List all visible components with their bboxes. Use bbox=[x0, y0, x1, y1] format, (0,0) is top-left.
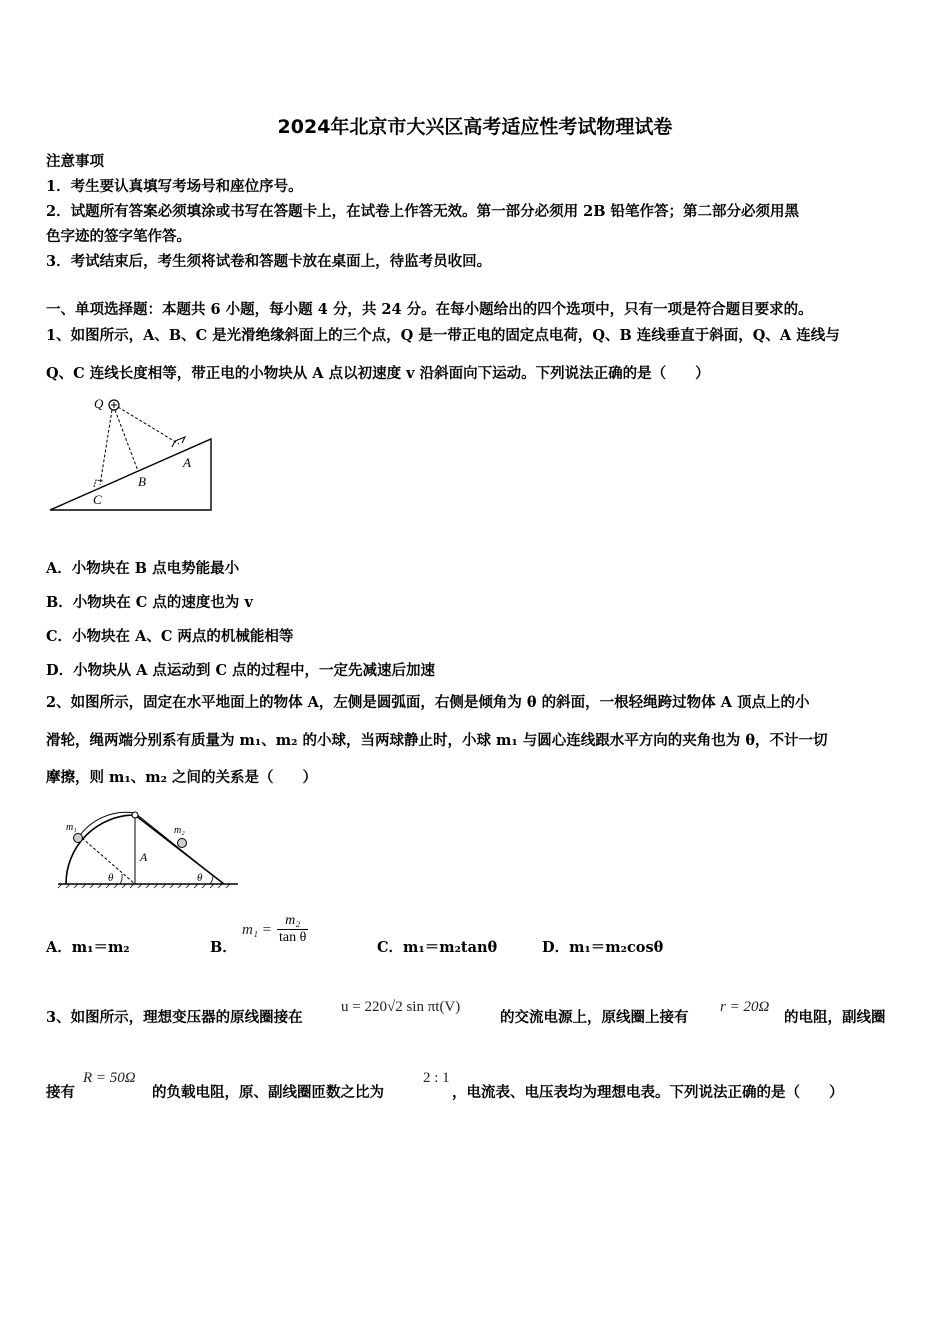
question-3-text: 的负载电阻，原、副线圈匝数之比为 bbox=[152, 1084, 384, 1101]
incline-outline bbox=[50, 439, 211, 510]
question-3-text: 3、如图所示，理想变压器的原线圈接在 bbox=[46, 1009, 303, 1026]
formula-resistor-big-r: R = 50Ω bbox=[83, 1070, 136, 1086]
incline-figure bbox=[46, 392, 221, 516]
question-3-text: 的交流电源上，原线圈上接有 bbox=[500, 1009, 689, 1026]
qc-line bbox=[100, 410, 112, 485]
option-c: C．小物块在 A、C 两点的机械能相等 bbox=[46, 628, 294, 645]
notice-item: 2．试题所有答案必须填涂或书写在答题卡上，在试卷上作答无效。第一部分必须用 2B 铅笔作答；第二部分必须用黑 bbox=[46, 203, 800, 220]
question-3-text: 接有 bbox=[46, 1084, 75, 1101]
fraction-numerator: m₂ bbox=[277, 913, 308, 930]
question-1-line: 1、如图所示，A、B、C 是光滑绝缘斜面上的三个点，Q 是一带正电的固定点电荷，Q、B 连线垂直于斜面，Q、A 连线与 bbox=[46, 327, 840, 344]
arc-slope-figure bbox=[56, 808, 241, 892]
option-b: B．小物块在 C 点的速度也为 v bbox=[46, 594, 253, 611]
label-q: Q bbox=[94, 396, 104, 411]
option-b-prefix: B． bbox=[210, 939, 237, 956]
option-d: D．小物块从 A 点运动到 C 点的过程中，一定先减速后加速 bbox=[46, 662, 436, 679]
label-theta: θ bbox=[197, 872, 203, 884]
option-b-formula bbox=[242, 913, 308, 946]
label-theta: θ bbox=[108, 872, 114, 884]
rope bbox=[78, 812, 216, 878]
notice-item: 1．考生要认真填写考场号和座位序号。 bbox=[46, 178, 303, 195]
section-heading: 一、单项选择题：本题共 6 小题，每小题 4 分，共 24 分。在每小题给出的四个选项中，只有一项是符合题目要求的。 bbox=[46, 301, 813, 318]
ball-m1 bbox=[74, 834, 83, 843]
fraction-denominator: tan θ bbox=[279, 930, 307, 945]
label-c: C bbox=[93, 492, 102, 507]
option-a: A．小物块在 B 点电势能最小 bbox=[46, 560, 240, 577]
label-b: B bbox=[138, 474, 146, 489]
qa-line bbox=[118, 407, 179, 444]
label-a: A bbox=[140, 850, 148, 864]
pulley bbox=[132, 812, 138, 818]
option-a: A．m₁＝m₂ bbox=[46, 939, 130, 956]
ball-m2 bbox=[178, 839, 187, 848]
notice-item: 3．考试结束后，考生须将试卷和答题卡放在桌面上，待监考员收回。 bbox=[46, 253, 492, 270]
formula-voltage: u = 220√2 sin πt(V) bbox=[341, 999, 461, 1015]
notice-item: 色字迹的签字笔作答。 bbox=[46, 228, 191, 245]
notice-heading: 注意事项 bbox=[46, 153, 104, 170]
option-d: D．m₁＝m₂cosθ bbox=[542, 939, 664, 956]
fraction bbox=[277, 913, 308, 946]
question-2-line: 2、如图所示，固定在水平地面上的物体 A，左侧是圆弧面，右侧是倾角为 θ 的斜面，一根轻绳跨过物体 A 顶点上的小 bbox=[46, 694, 810, 711]
question-3-text: ，电流表、电压表均为理想电表。下列说法正确的是（ ） bbox=[452, 1084, 844, 1101]
label-m2: m₂ bbox=[174, 825, 185, 836]
label-a: A bbox=[183, 455, 191, 470]
question-2-line: 摩擦，则 m₁、m₂ 之间的关系是（ ） bbox=[46, 769, 317, 786]
option-c: C．m₁＝m₂tanθ bbox=[377, 939, 498, 956]
question-1-line: Q、C 连线长度相等，带正电的小物块从 A 点以初速度 v 沿斜面向下运动。下列说法正确的是（ ） bbox=[46, 365, 710, 382]
formula-resistor-r: r = 20Ω bbox=[720, 999, 770, 1015]
page-title: 2024年北京市大兴区高考适应性考试物理试卷 bbox=[277, 116, 673, 138]
option-b bbox=[210, 936, 237, 957]
question-2-line: 滑轮，绳两端分别系有质量为 m₁、m₂ 的小球，当两球静止时，小球 m₁ 与圆心连线跟水平方向的夹角也为 θ，不计一切 bbox=[46, 732, 828, 749]
question-3-text: 的电阻，副线圈 bbox=[784, 1009, 886, 1026]
qb-line bbox=[115, 410, 138, 471]
label-m1: m₁ bbox=[66, 822, 77, 833]
formula-lhs: m₁ = bbox=[242, 922, 272, 938]
formula-ratio: 2 : 1 bbox=[423, 1070, 450, 1086]
